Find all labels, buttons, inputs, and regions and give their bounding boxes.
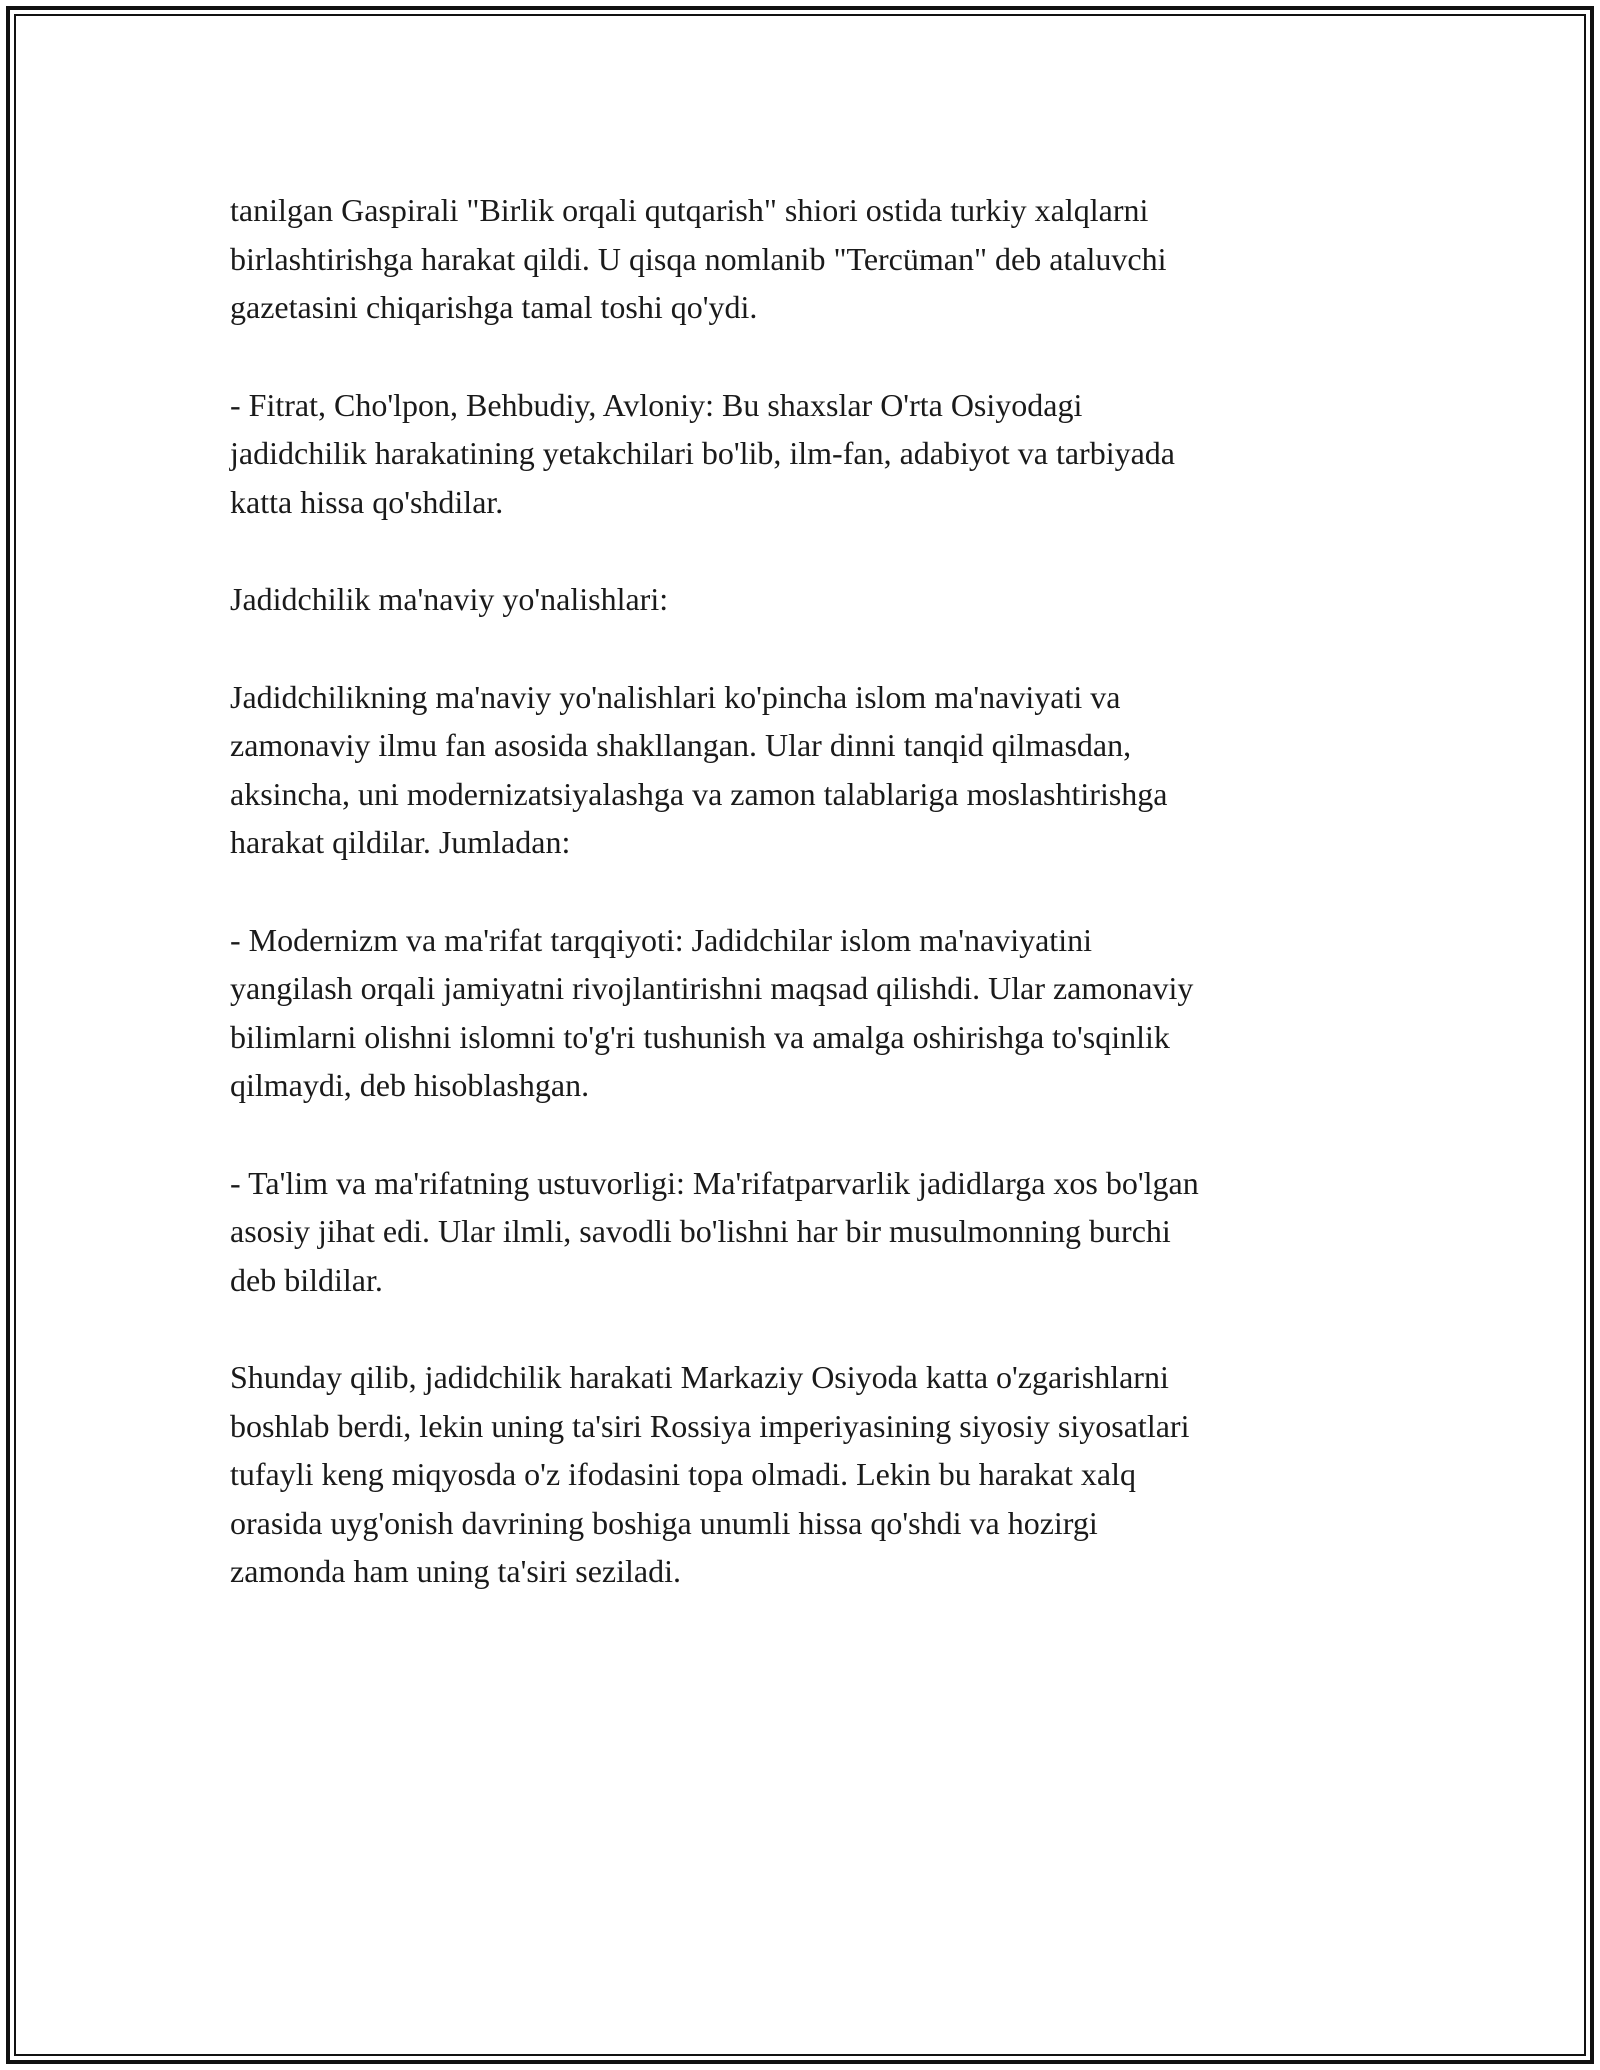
document-body [230, 186, 1380, 1645]
paragraph-conclusion: Shunday qilib, jadidchilik harakati Markaziy Osiyoda katta o'zgarishlarni boshlab berdi, lekin uning ta'siri Rossiya imperiyasining siyosiy siyosatlari tufayli keng miqyosda o'z ifodasini topa olmadi. Lekin bu harakat xalq orasida uyg'onish davrining boshiga unumli hissa qo'shdi va hozirgi zamonda ham uning ta'siri seziladi. [230, 1359, 1190, 1589]
section-heading-spiritual-directions: Jadidchilik ma'naviy yo'nalishlari: [230, 581, 669, 617]
paragraph-education-priority: - Ta'lim va ma'rifatning ustuvorligi: Ma'rifatparvarlik jadidlarga xos bo'lgan asosiy jihat edi. Ular ilmli, savodli bo'lishni har bir musulmonning burchi deb bildilar. [230, 1164, 1199, 1298]
paragraph-modernism: - Modernizm va ma'rifat tarqqiyoti: Jadidchilar islom ma'naviyatini yangilash orqali jamiyatni rivojlantirishni maqsad qilishdi. Ular zamonaviy bilimlarni olishni islomni to'g'ri tushunish va amalga oshirishga to'sqinlik qilmaydi, deb hisoblashgan. [230, 921, 1194, 1103]
paragraph-spiritual-directions: Jadidchilikning ma'naviy yo'nalishlari ko'pincha islom ma'naviyati va zamonaviy ilmu fan asosida shakllangan. Ular dinni tanqid qilmasdan, aksincha, uni modernizatsiyalashga va zamon talablariga moslashtirishga harakat qildilar. Jumladan: [230, 678, 1168, 860]
paragraph-jadid-leaders: - Fitrat, Cho'lpon, Behbudiy, Avloniy: Bu shaxslar O'rta Osiyodagi jadidchilik harakatining yetakchilari bo'lib, ilm-fan, adabiyot va tarbiyada katta hissa qo'shdilar. [230, 386, 1175, 520]
paragraph-gaspirali: tanilgan Gaspirali "Birlik orqali qutqarish" shiori ostida turkiy xalqlarni birlashtirishga harakat qildi. U qisqa nomlanib "Tercüman" deb ataluvchi gazetasini chiqarishga tamal toshi qo'ydi. [230, 192, 1167, 325]
